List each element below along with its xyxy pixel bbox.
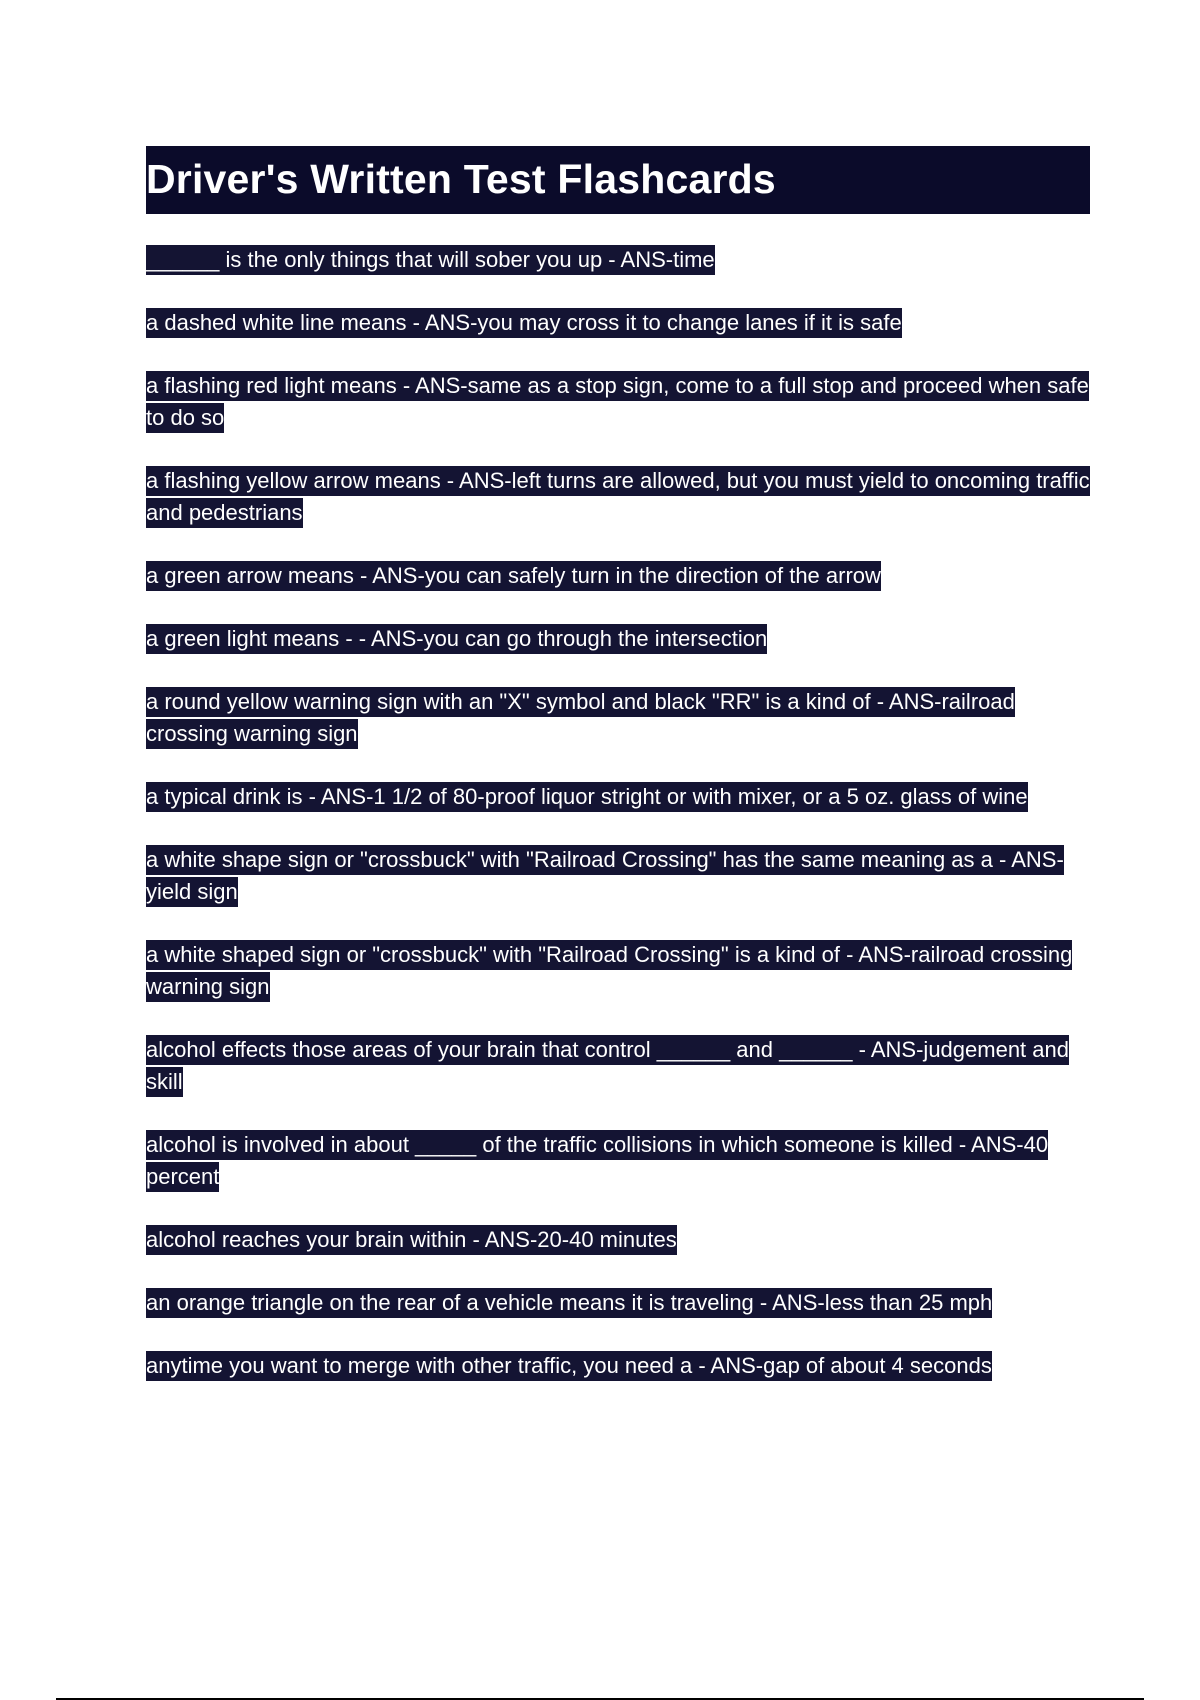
flashcard-item [146, 1224, 1090, 1256]
flashcard-item [146, 623, 1090, 655]
flashcard-item [146, 1129, 1090, 1193]
flashcard-text: a flashing yellow arrow means - ANS-left turns are allowed, but you must yield to oncoming traffic and pedestrians [146, 466, 1090, 528]
flashcard-text: a white shape sign or "crossbuck" with "Railroad Crossing" has the same meaning as a - ANS-yield sign [146, 845, 1064, 907]
flashcard-text: alcohol reaches your brain within - ANS-20-40 minutes [146, 1225, 677, 1255]
title-banner [146, 146, 1090, 214]
flashcard-text: a typical drink is - ANS-1 1/2 of 80-proof liquor stright or with mixer, or a 5 oz. glass of wine [146, 782, 1028, 812]
flashcard-text: a green arrow means - ANS-you can safely turn in the direction of the arrow [146, 561, 881, 591]
flashcard-item [146, 307, 1090, 339]
flashcard-item [146, 781, 1090, 813]
flashcard-text: a dashed white line means - ANS-you may cross it to change lanes if it is safe [146, 308, 902, 338]
flashcard-text: a green light means - - ANS-you can go through the intersection [146, 624, 767, 654]
flashcard-item [146, 244, 1090, 276]
flashcard-item [146, 1287, 1090, 1319]
page-title: Driver's Written Test Flashcards [146, 155, 776, 202]
flashcard-item [146, 465, 1090, 529]
flashcard-item [146, 1350, 1090, 1382]
flashcard-text: a round yellow warning sign with an "X" symbol and black "RR" is a kind of - ANS-railroad crossing warning sign [146, 687, 1015, 749]
flashcard-text: an orange triangle on the rear of a vehicle means it is traveling - ANS-less than 25 mph [146, 1288, 992, 1318]
flashcard-item [146, 939, 1090, 1003]
flashcard-item [146, 686, 1090, 750]
flashcard-text: alcohol effects those areas of your brain that control ______ and ______ - ANS-judgement and skill [146, 1035, 1069, 1097]
flashcard-text: alcohol is involved in about _____ of the traffic collisions in which someone is killed - ANS-40 percent [146, 1130, 1048, 1192]
flashcard-text: ______ is the only things that will sober you up - ANS-time [146, 245, 715, 275]
document-page [146, 146, 1090, 1413]
flashcard-item [146, 560, 1090, 592]
flashcard-text: a white shaped sign or "crossbuck" with "Railroad Crossing" is a kind of - ANS-railroad crossing warning sign [146, 940, 1072, 1002]
flashcard-text: anytime you want to merge with other traffic, you need a - ANS-gap of about 4 seconds [146, 1351, 992, 1381]
flashcard-item [146, 844, 1090, 908]
flashcard-item [146, 1034, 1090, 1098]
flashcard-text: a flashing red light means - ANS-same as a stop sign, come to a full stop and proceed when safe to do so [146, 371, 1089, 433]
flashcard-item [146, 370, 1090, 434]
flashcard-list [146, 244, 1090, 1382]
